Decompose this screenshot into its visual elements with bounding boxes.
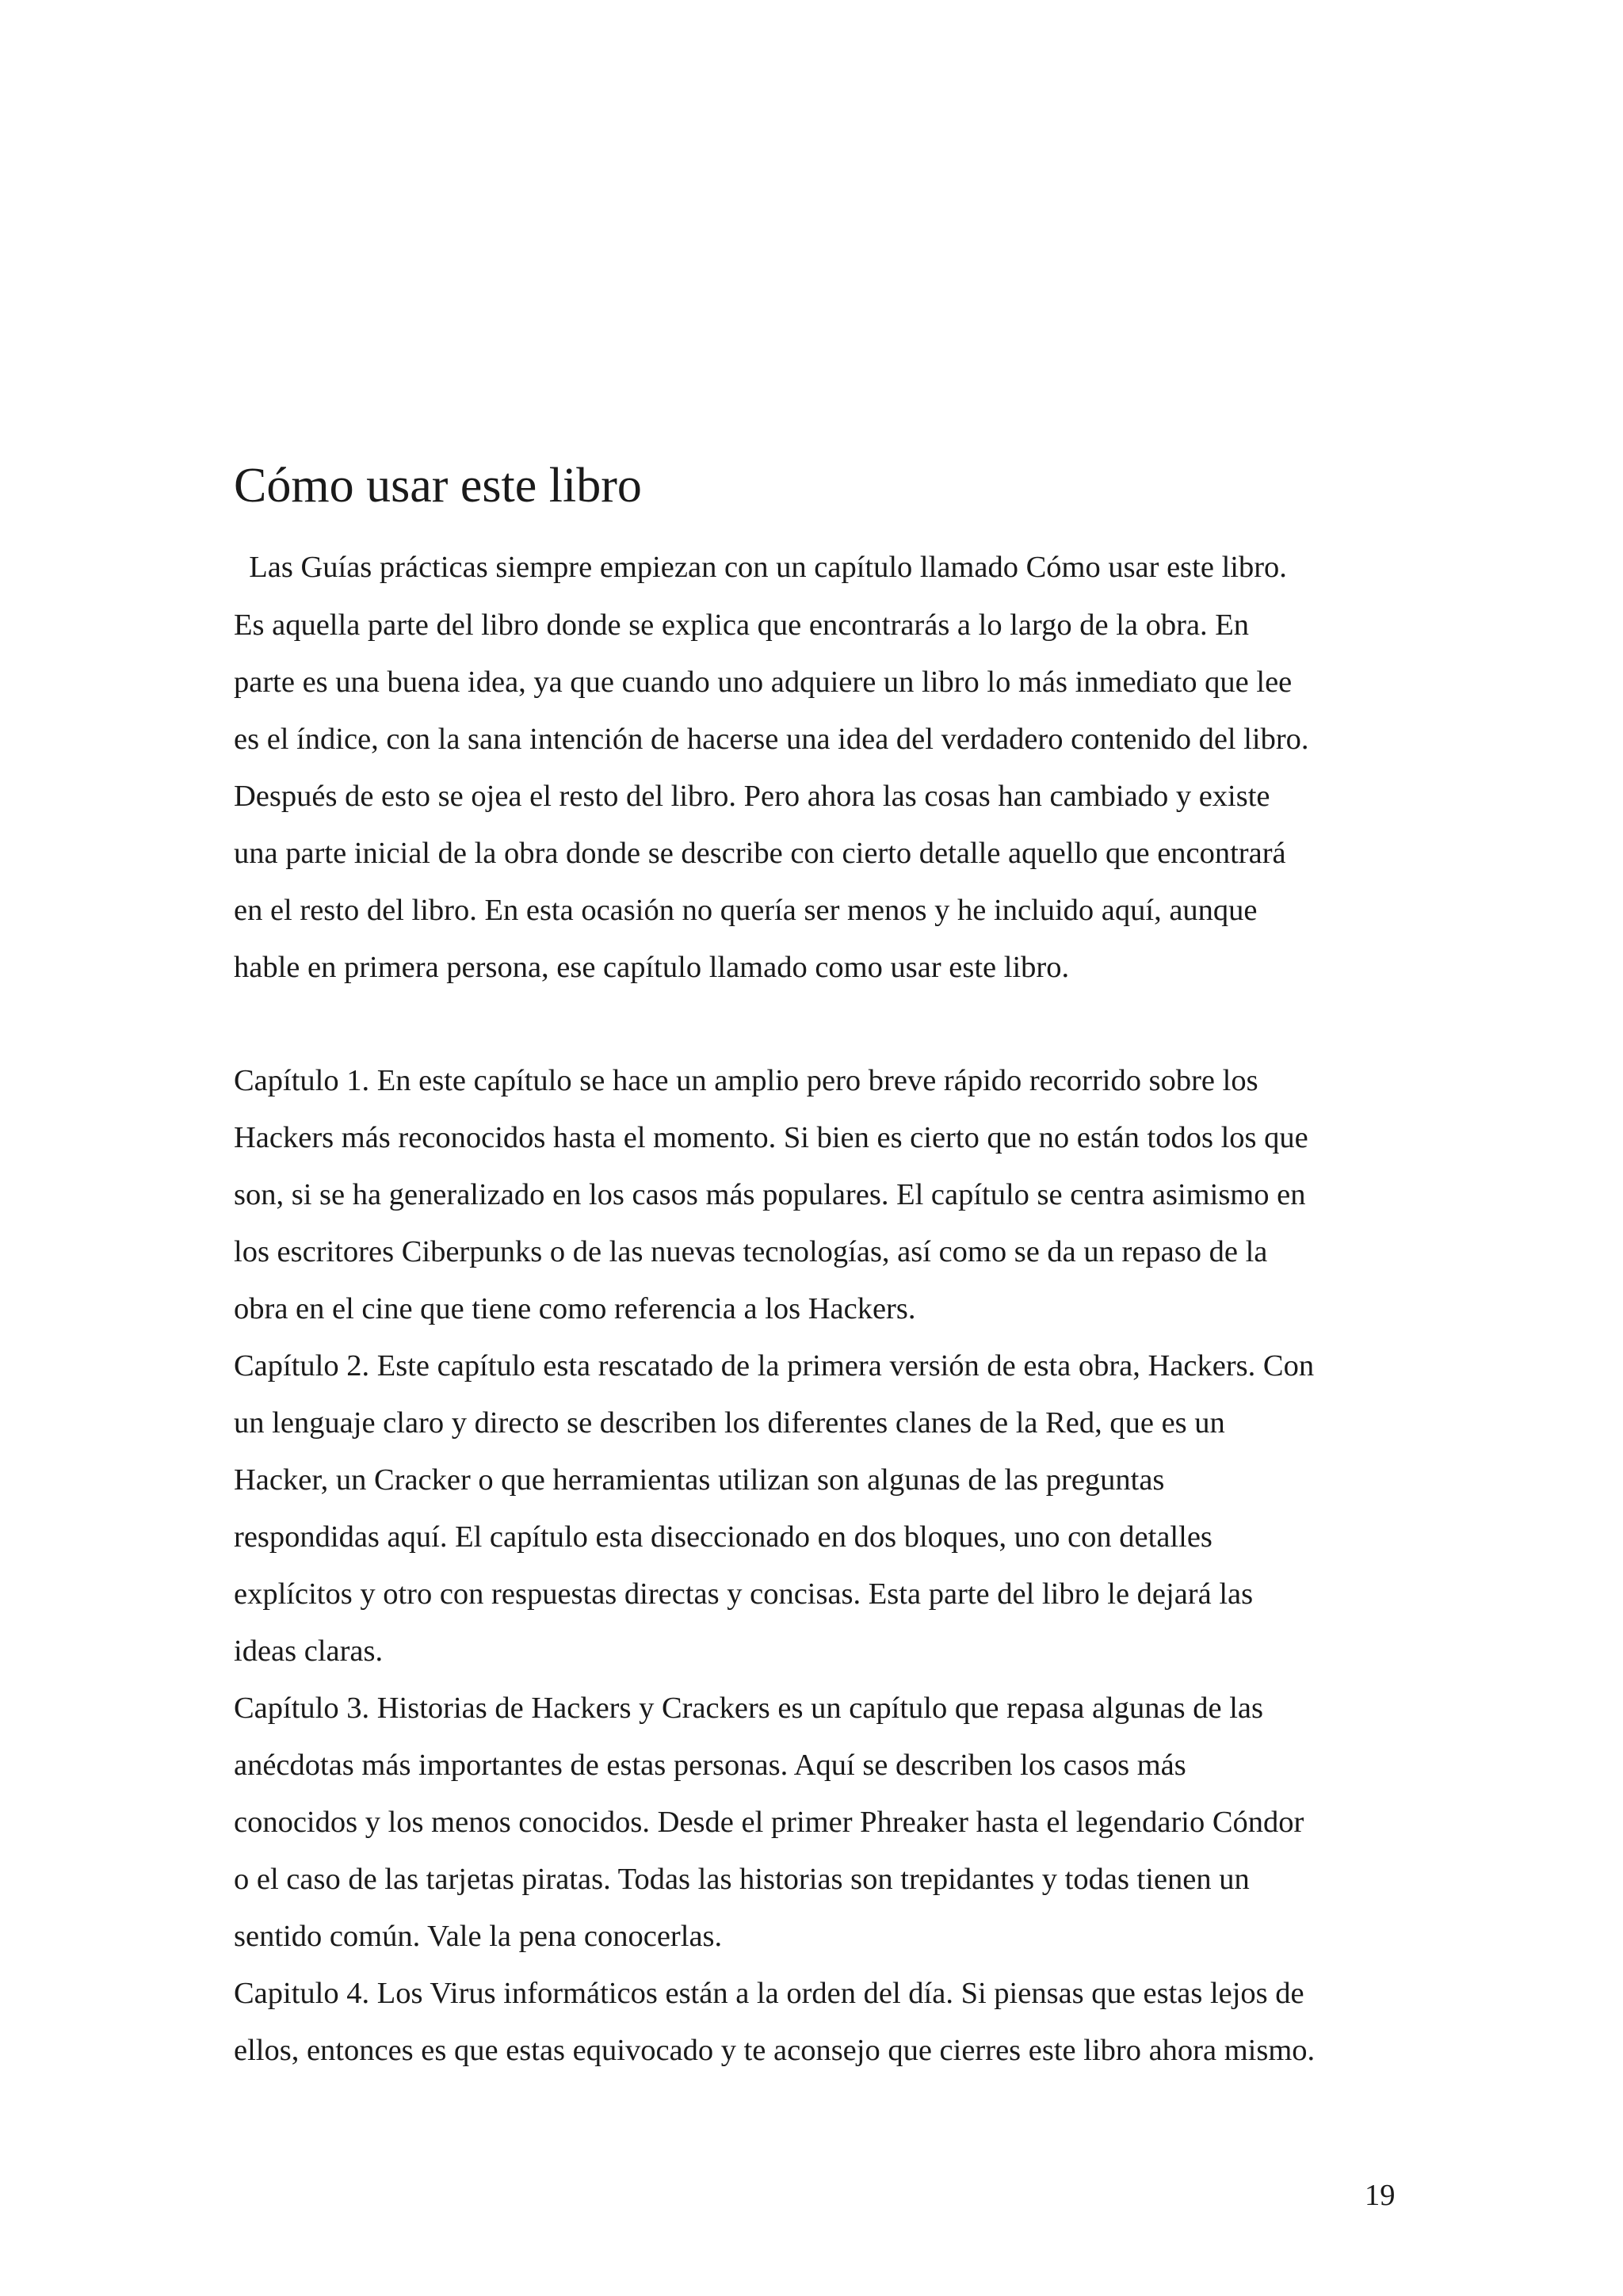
text-line: parte es una buena idea, ya que cuando uno adquiere un libro lo más inmediato que lee <box>234 666 1293 699</box>
text-line: Después de esto se ojea el resto del libro. Pero ahora las cosas han cambiado y existe <box>234 780 1270 813</box>
text-line: sentido común. Vale la pena conocerlas. <box>234 1920 723 1953</box>
text-line: Hackers más reconocidos hasta el momento. Si bien es cierto que no están todos los que <box>234 1121 1308 1154</box>
text-line: Capitulo 4. Los Virus informáticos están a la orden del día. Si piensas que estas lejos de <box>234 1977 1304 2010</box>
page-number: 19 <box>1365 2179 1396 2212</box>
text-line: respondidas aquí. El capítulo esta diseccionado en dos bloques, uno con detalles <box>234 1520 1212 1554</box>
text-line: o el caso de las tarjetas piratas. Todas las historias son trepidantes y todas tienen un <box>234 1863 1250 1896</box>
text-line: obra en el cine que tiene como referencia a los Hackers. <box>234 1292 916 1325</box>
text-line: Hacker, un Cracker o que herramientas utilizan son algunas de las preguntas <box>234 1463 1165 1497</box>
text-line: Capítulo 1. En este capítulo se hace un amplio pero breve rápido recorrido sobre los <box>234 1064 1258 1097</box>
text-line: Las Guías prácticas siempre empiezan con un capítulo llamado Cómo usar este libro. <box>234 551 1287 584</box>
text-line: hable en primera persona, ese capítulo llamado como usar este libro. <box>234 951 1070 984</box>
text-line: los escritores Ciberpunks o de las nuevas tecnologías, así como se da un repaso de la <box>234 1235 1268 1268</box>
text-line: un lenguaje claro y directo se describen los diferentes clanes de la Red, que es un <box>234 1406 1225 1440</box>
text-line: ellos, entonces es que estas equivocado y te aconsejo que cierres este libro ahora mismo. <box>234 2034 1316 2067</box>
page-title: Cómo usar este libro <box>234 459 642 513</box>
text-line: Es aquella parte del libro donde se explica que encontrarás a lo largo de la obra. En <box>234 608 1250 642</box>
text-line: una parte inicial de la obra donde se describe con cierto detalle aquello que encontrará <box>234 837 1286 870</box>
text-line: son, si se ha generalizado en los casos más populares. El capítulo se centra asimismo en <box>234 1178 1306 1211</box>
text-line: Capítulo 2. Este capítulo esta rescatado de la primera versión de esta obra, Hackers. Con <box>234 1349 1315 1383</box>
text-line: anécdotas más importantes de estas personas. Aquí se describen los casos más <box>234 1749 1186 1782</box>
text-line: es el índice, con la sana intención de hacerse una idea del verdadero contenido del libro. <box>234 723 1309 756</box>
text-line: explícitos y otro con respuestas directas y concisas. Esta parte del libro le dejará las <box>234 1577 1254 1611</box>
text-line: en el resto del libro. En esta ocasión no quería ser menos y he incluido aquí, aunque <box>234 894 1258 927</box>
text-line: Capítulo 3. Historias de Hackers y Crackers es un capítulo que repasa algunas de las <box>234 1691 1263 1725</box>
text-line: conocidos y los menos conocidos. Desde el primer Phreaker hasta el legendario Cóndor <box>234 1806 1304 1839</box>
text-line: ideas claras. <box>234 1634 384 1668</box>
